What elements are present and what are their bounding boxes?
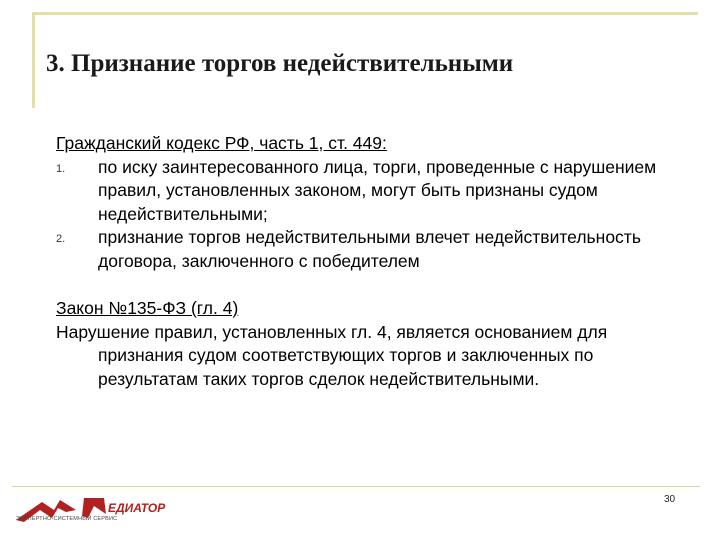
slide-content xyxy=(56,132,696,391)
law-heading: Закон №135-ФЗ (гл. 4) xyxy=(56,298,239,318)
civil-code-heading: Гражданский кодекс РФ, часть 1, ст. 449: xyxy=(56,133,387,153)
list-item-text: по иску заинтересованного лица, торги, проведенные с нарушением правил, установленных законом, могут быть признаны судом недействительными; xyxy=(98,156,657,224)
list-item-text: признание торгов недействительными влечет недействительность договора, заключенного с победителем xyxy=(98,227,641,271)
slide-title: 3. Признание торгов недействительными xyxy=(46,50,514,77)
logo-wordmark: ЕДИАТОР xyxy=(108,501,166,515)
section-spacer xyxy=(56,273,696,297)
frame-vertical-line xyxy=(32,12,35,108)
frame-horizontal-line xyxy=(32,12,698,15)
list-item xyxy=(56,156,696,227)
page-number: 30 xyxy=(664,494,676,505)
list-item-number: 2. xyxy=(56,233,66,245)
civil-code-list xyxy=(56,156,696,274)
footer-divider xyxy=(12,486,700,487)
logo-subtitle: ЭКСПЕРТНО-СИСТЕМНЫЙ СЕРВИС xyxy=(16,516,118,522)
list-item-number: 1. xyxy=(56,162,66,175)
law-paragraph: Нарушение правил, установленных гл. 4, является основанием для признания судом соответствующих торгов и заключенных по результатам таких торгов сделок недействительными. xyxy=(56,321,608,389)
list-item xyxy=(56,226,696,273)
